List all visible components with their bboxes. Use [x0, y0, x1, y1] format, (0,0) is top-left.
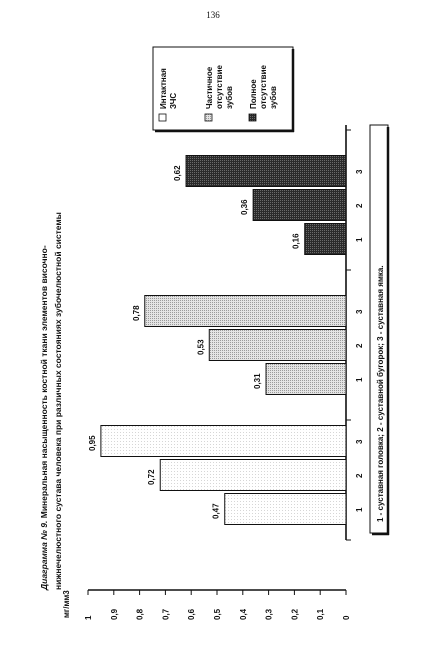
legend-swatch-3	[249, 114, 256, 121]
value-tick-label: 0,7	[161, 608, 171, 620]
legend-label-2: зубов	[225, 86, 234, 109]
bar-3-2	[253, 190, 346, 221]
data-label: 0,16	[291, 233, 301, 249]
chart-title	[39, 212, 63, 591]
value-tick-label: 0,2	[290, 608, 300, 620]
bars	[88, 156, 364, 525]
svg-text:Диаграмма № 9. Минеральная нас	[39, 245, 49, 591]
bar-2-2	[209, 330, 346, 361]
legend-label-1: ЗЧС	[169, 92, 178, 109]
category-label: 3	[355, 169, 364, 174]
bar-3-1	[305, 224, 346, 255]
value-tick-label: 0,5	[213, 608, 222, 620]
legend	[153, 47, 294, 132]
page-number: 136	[206, 10, 220, 20]
category-label: 1	[355, 237, 364, 242]
legend-label-3: Полное	[249, 79, 258, 109]
value-tick-label: 0	[342, 615, 351, 620]
category-label: 2	[355, 203, 364, 208]
data-label: 0,78	[131, 305, 141, 321]
bar-2-1	[266, 364, 346, 395]
category-label: 1	[355, 377, 364, 382]
legend-label-2: Частичное	[205, 66, 214, 109]
bar-3-3	[186, 156, 346, 187]
category-label: 2	[355, 473, 364, 478]
bar-1-3	[101, 426, 346, 457]
data-label: 0,95	[87, 435, 97, 451]
legend-label-1: Интактная	[159, 68, 168, 109]
legend-label-3: отсутствие	[259, 65, 268, 109]
legend-label-2: отсутствие	[215, 65, 224, 109]
value-tick-label: 0,4	[238, 608, 248, 620]
category-label: 2	[355, 343, 364, 348]
legend-swatch-1	[159, 114, 166, 121]
bar-2-3	[145, 296, 346, 327]
data-label: 0,62	[173, 165, 183, 181]
chart-title-line1: Минеральная насыщенность костной ткани элементов височно-	[39, 245, 49, 521]
y-axis-label: мг/мм3	[62, 590, 71, 618]
legend-label-3: зубов	[269, 86, 278, 109]
category-label: 1	[355, 507, 364, 512]
category-note	[370, 125, 389, 535]
data-label: 0,31	[253, 373, 263, 389]
legend-swatch-2	[205, 114, 212, 121]
value-tick-label: 1	[84, 615, 93, 620]
data-label: 0,53	[196, 339, 206, 355]
chart-title-prefix: Диаграмма № 9.	[39, 520, 49, 590]
category-label: 3	[355, 439, 364, 444]
category-label: 3	[355, 309, 364, 314]
data-label: 0,36	[240, 199, 250, 215]
value-tick-label: 0,1	[316, 608, 326, 620]
bar-1-1	[225, 494, 346, 525]
value-tick-label: 0,9	[109, 608, 119, 620]
data-label: 0,72	[147, 469, 157, 485]
bar-1-2	[160, 460, 346, 491]
category-note-text: 1 - суставная головка; 2 - суставной бугорок; 3 - суставная ямка.	[376, 265, 385, 522]
data-label: 0,47	[211, 503, 221, 519]
value-tick-label: 0,3	[264, 608, 274, 620]
value-tick-label: 0,6	[187, 608, 197, 620]
chart-title-line2: нижнечелюстного сустава человека при различных состояниях зубочелюстной системы	[53, 212, 63, 590]
value-tick-label: 0,8	[135, 608, 145, 620]
